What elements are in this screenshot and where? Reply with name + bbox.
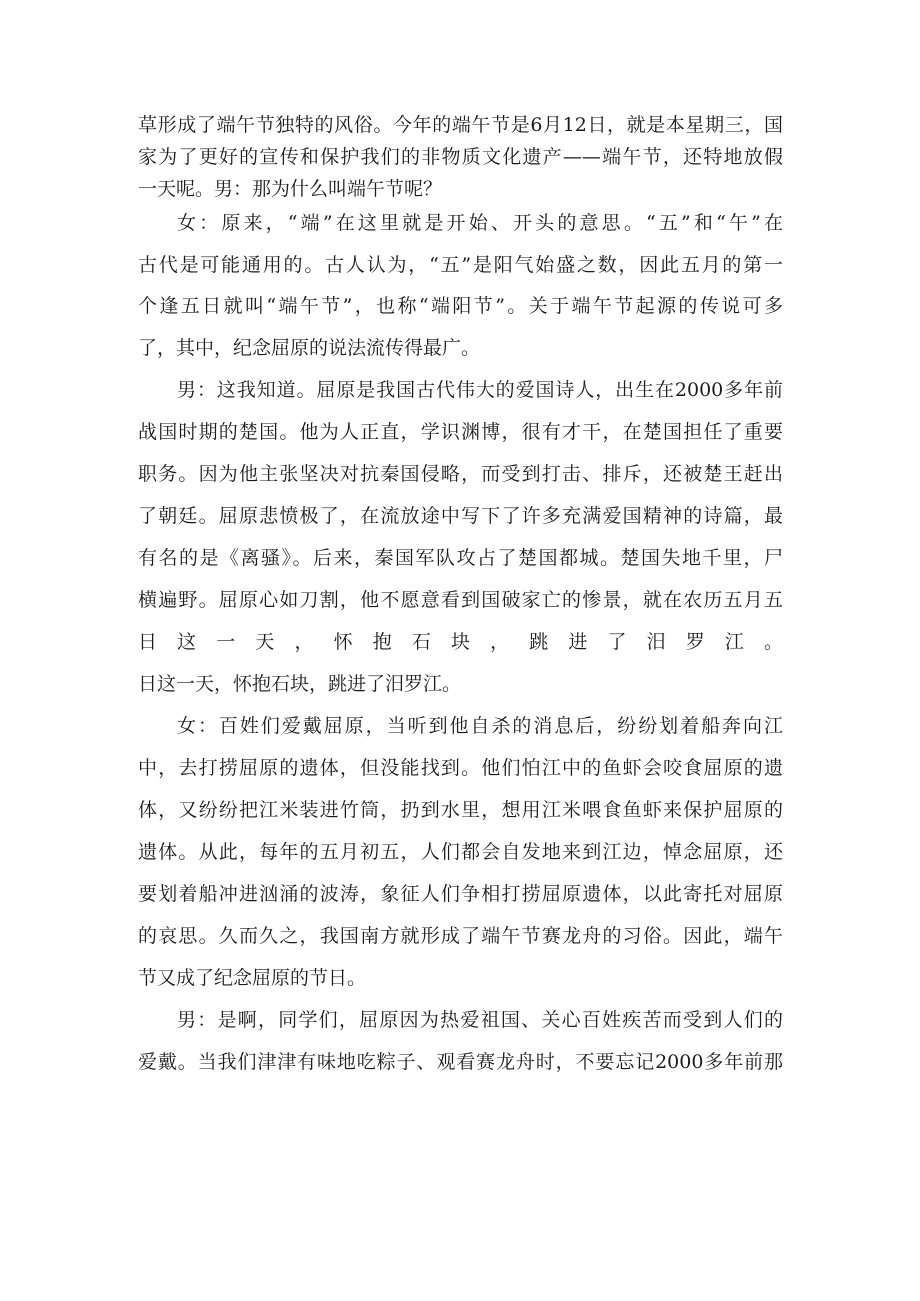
text-line-2: 家为了更好的宣传和保护我们的非物质文化遗产——端午节，还特地放假 (138, 146, 783, 168)
text-line-10: 职务。因为他主张坚决对抗秦国侵略，而受到打击、排斥，还被楚王赶出 (138, 463, 783, 485)
text-line-15: 日这一天，怀抱石块，跳进了汨罗江。 (138, 673, 462, 695)
text-line-22: 节又成了纪念屈原的节日。 (138, 967, 367, 989)
text-line-11: 了朝廷。屈原悲愤极了，在流放途中写下了许多充满爱国精神的诗篇，最 (138, 505, 783, 527)
text-line-4: 女：原来，“端”在这里就是开始、开头的意思。“五”和“午”在 (177, 212, 783, 234)
text-line-8: 男：这我知道。屈原是我国古代伟大的爱国诗人，出生在2000多年前 (177, 379, 783, 401)
text-line-3: 一天呢。男：那为什么叫端午节呢？ (138, 178, 443, 200)
text-line-1: 草形成了端午节独特的风俗。今年的端午节是6月12日，就是本星期三，国 (138, 114, 783, 136)
text-line-6: 个逢五日就叫“端午节”，也称“端阳节”。关于端午节起源的传说可多 (138, 295, 783, 317)
text-line-16: 女：百姓们爱戴屈原，当听到他自杀的消息后，纷纷划着船奔向江 (177, 715, 783, 737)
text-line-13: 横遍野。屈原心如刀割，他不愿意看到国破家亡的惨景，就在农历五月五 (138, 589, 783, 611)
text-line-5: 古代是可能通用的。古人认为，“五”是阳气始盛之数，因此五月的第一 (138, 254, 783, 276)
text-line-24: 爱戴。当我们津津有味地吃粽子、观看赛龙舟时，不要忘记2000多年前那 (138, 1051, 783, 1073)
text-line-7: 了，其中，纪念屈原的说法流传得最广。 (138, 337, 481, 359)
text-line-18: 体，又纷纷把江米装进竹筒，扔到水里，想用江米喂食鱼虾来保护屈原的 (138, 799, 783, 821)
text-line-12: 有名的是《离骚》。后来，秦国军队攻占了楚国都城。楚国失地千里，尸 (138, 547, 783, 569)
text-line-23: 男：是啊，同学们，屈原因为热爱祖国、关心百姓疾苦而受到人们的 (177, 1009, 783, 1031)
text-line-19: 遗体。从此，每年的五月初五，人们都会自发地来到江边，悼念屈原，还 (138, 841, 783, 863)
text-line-14: 日这一天，怀抱石块，跳进了汨罗江。 (138, 631, 783, 653)
text-line-20: 要划着船冲进汹涌的波涛，象征人们争相打捞屈原遗体，以此寄托对屈原 (138, 883, 783, 905)
text-line-9: 战国时期的楚国。他为人正直，学识渊博，很有才干，在楚国担任了重要 (138, 421, 783, 443)
text-line-21: 的哀思。久而久之，我国南方就形成了端午节赛龙舟的习俗。因此，端午 (138, 925, 783, 947)
text-line-17: 中，去打捞屈原的遗体，但没能找到。他们怕江中的鱼虾会咬食屈原的遗 (138, 757, 783, 779)
